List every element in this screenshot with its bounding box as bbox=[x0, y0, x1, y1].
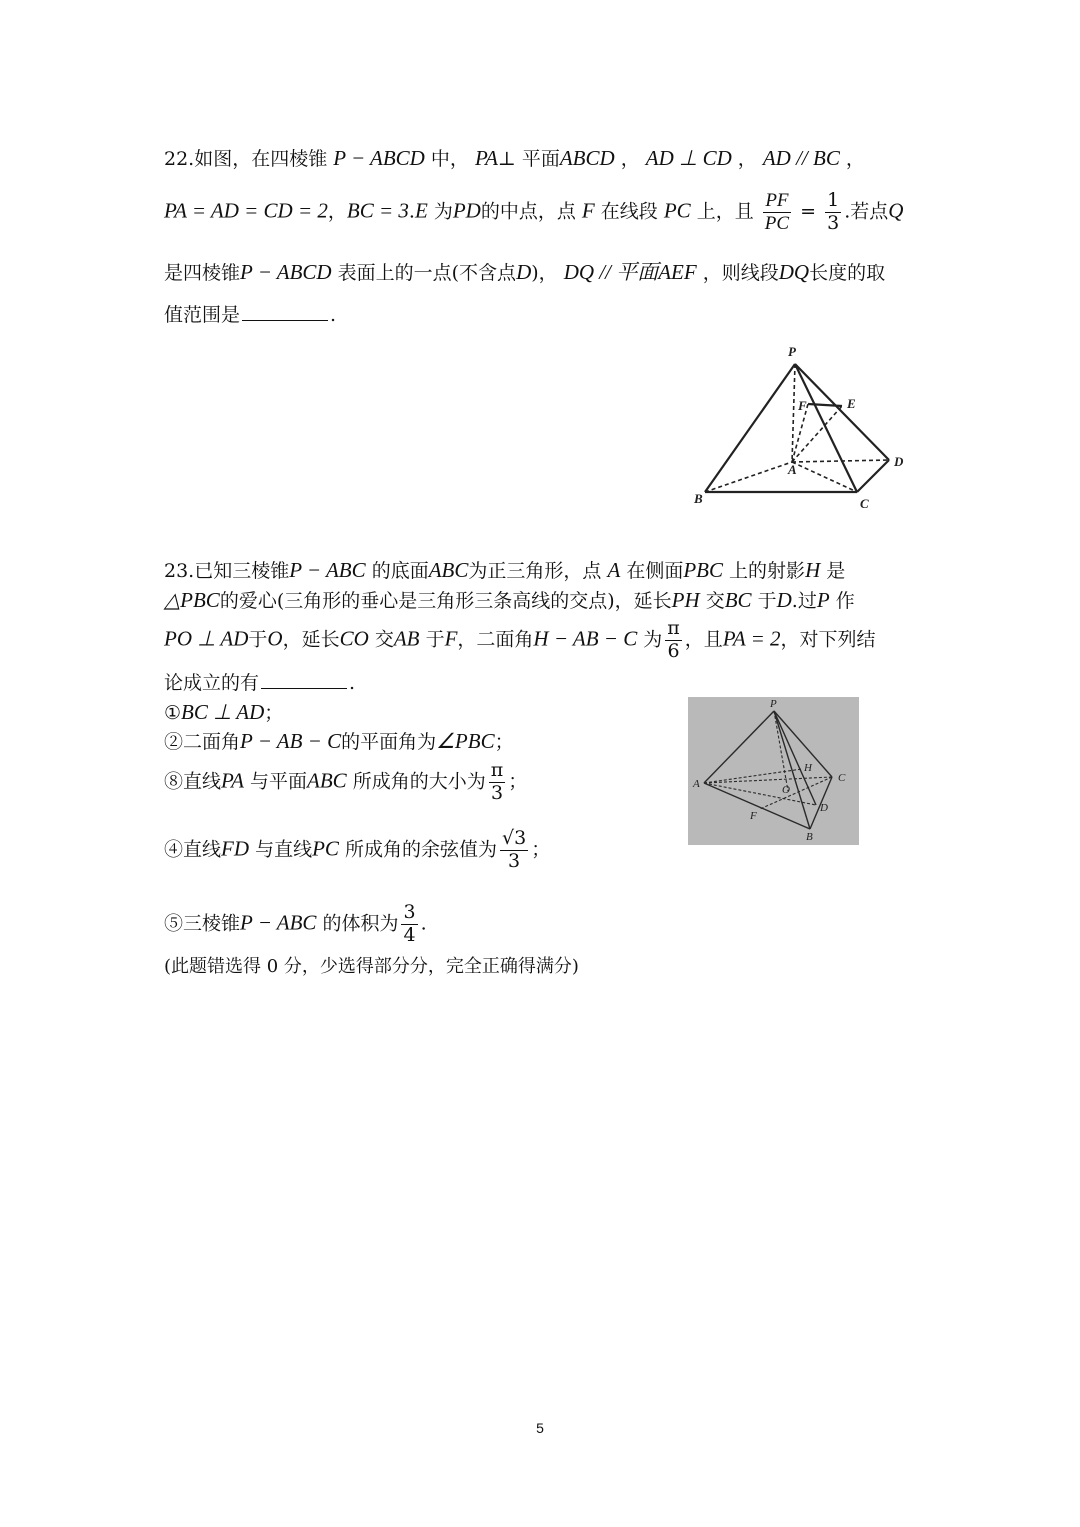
q23-opt2-c: ∠PBC bbox=[436, 729, 495, 753]
label-o: O bbox=[782, 784, 790, 796]
q23-l1-e: 上的射影 bbox=[729, 560, 806, 582]
q22-figure bbox=[680, 340, 920, 520]
label-h: H bbox=[804, 762, 812, 774]
label-p: P bbox=[788, 344, 796, 359]
edge-cd bbox=[857, 460, 889, 492]
q23-option-5 bbox=[164, 902, 427, 947]
q23-l3-c: 交 bbox=[374, 628, 394, 651]
q22-sep-3: ， bbox=[845, 148, 865, 170]
q22-f: F bbox=[581, 198, 595, 223]
q23-opt1-end: ； bbox=[264, 702, 284, 724]
q23-opt1: BC ⊥ AD bbox=[181, 700, 265, 724]
q23-opt3-mark: ⑧直线 bbox=[164, 770, 222, 793]
q23-line-1 bbox=[164, 560, 845, 581]
q23-opt4-b: 所成角的余弦值为 bbox=[344, 838, 497, 861]
q22-pd: PD bbox=[452, 198, 481, 223]
q23-angle-num: π bbox=[667, 617, 680, 639]
q22-line-4 bbox=[164, 306, 336, 325]
q22-line3-b: 表面上的一点(不含点 bbox=[337, 262, 517, 284]
q23-opt3-num: π bbox=[490, 759, 504, 781]
q22-sep-1: ， bbox=[620, 148, 640, 170]
q22-cond-ad-cd: AD ⊥ CD bbox=[645, 146, 732, 170]
q22-line4: 值范围是 bbox=[164, 304, 241, 326]
q22-ruo: .若点 bbox=[844, 200, 889, 223]
q22-pc: PC bbox=[663, 198, 691, 223]
q23-opt5-mark: ⑤三棱锥 bbox=[164, 912, 241, 935]
q23-opt4-mark: ④直线 bbox=[164, 838, 222, 861]
edge-pd bbox=[795, 364, 889, 460]
q23-l3-h: ，对下列结 bbox=[780, 628, 876, 651]
q23-f: F bbox=[444, 626, 458, 651]
label-b: B bbox=[694, 491, 703, 506]
q23-l1-f: 是 bbox=[826, 560, 846, 582]
q23-l1-d: 在侧面 bbox=[626, 560, 684, 582]
q22-sep-4: ， bbox=[327, 200, 347, 223]
label-a: A bbox=[788, 462, 797, 477]
q23-line-2 bbox=[164, 590, 855, 611]
q23-l3-e: ，二面角 bbox=[457, 628, 534, 651]
q23-opt5-den: 4 bbox=[403, 923, 416, 946]
q23-l3-f: 为 bbox=[643, 628, 663, 651]
q23-po-perp: PO ⊥ AD bbox=[164, 626, 249, 651]
label-c: C bbox=[838, 772, 846, 784]
q23-opt3-abc: ABC bbox=[307, 768, 347, 793]
label-d: D bbox=[894, 454, 904, 469]
q23-a: A bbox=[607, 558, 621, 582]
q23-opt5-fraction bbox=[401, 902, 417, 947]
q22-number: 22. bbox=[164, 148, 195, 170]
q22-line3-c: )， bbox=[531, 262, 558, 284]
q23-opt1-mark: ① bbox=[164, 702, 182, 724]
edge-pa bbox=[792, 364, 795, 462]
label-a: A bbox=[693, 778, 700, 790]
label-f: F bbox=[798, 398, 807, 413]
q22-ratio-fraction bbox=[763, 190, 791, 235]
label-f: F bbox=[750, 810, 757, 822]
q23-figure bbox=[688, 697, 859, 845]
q23-o: O bbox=[267, 626, 283, 651]
q22-zhong: 中， bbox=[430, 148, 469, 170]
q23-period: . bbox=[349, 672, 356, 694]
q23-line-3 bbox=[164, 618, 876, 663]
q23-option-2 bbox=[164, 731, 514, 752]
q23-d: D bbox=[776, 588, 792, 612]
q22-line3-e: 长度的取 bbox=[809, 262, 886, 284]
q22-ratio-num: PF bbox=[763, 190, 791, 213]
page-number: 5 bbox=[536, 1420, 544, 1436]
q23-opt5-end: . bbox=[420, 912, 427, 935]
q23-ab: AB bbox=[393, 626, 420, 651]
q23-opt4-fraction bbox=[500, 828, 528, 873]
q23-l3-d: 于 bbox=[425, 628, 445, 651]
q23-opt2-mark: ②二面角 bbox=[164, 731, 241, 753]
q22-pa: PA bbox=[474, 146, 498, 170]
q23-l3-a: 于 bbox=[248, 628, 268, 651]
q22-plane-abcd: ABCD bbox=[559, 146, 615, 170]
q23-l2-c: 于 bbox=[757, 590, 777, 612]
q22-aef: AEF bbox=[658, 260, 697, 284]
q23-opt2-a: P − AB − C bbox=[240, 729, 342, 753]
q22-intro: 如图，在四棱锥 bbox=[194, 148, 328, 170]
q23-opt5-a: P − ABC bbox=[240, 910, 317, 935]
q22-answer-blank[interactable] bbox=[242, 320, 328, 321]
label-e: E bbox=[847, 396, 856, 411]
q22-value-num: 1 bbox=[827, 189, 840, 211]
q23-opt5-num: 3 bbox=[403, 901, 416, 923]
q23-l4: 论成立的有 bbox=[164, 672, 260, 694]
q23-option-4 bbox=[164, 828, 550, 873]
q23-l3-b: ，延长 bbox=[282, 628, 340, 651]
edge-fe bbox=[808, 404, 842, 406]
q22-line-2: PA = AD = CD = 2，BC = 3.E 为PD的中点，点 F 在线段 PC 上，且 $\frac{PF}{PC}$ = $\frac{1}{3}$ .若点Q bbox=[164, 189, 904, 234]
q23-figure-background bbox=[688, 697, 859, 845]
q22-bc-eq: BC = 3 bbox=[346, 198, 409, 223]
q23-l1-a: 已知三棱锥 bbox=[194, 560, 290, 582]
q23-opt4-num: √3 bbox=[501, 827, 527, 849]
label-c: C bbox=[860, 496, 869, 511]
q23-l2-d: .过 bbox=[791, 590, 817, 612]
q23-answer-blank[interactable] bbox=[261, 688, 347, 689]
q23-triangle-pbc: △PBC bbox=[164, 588, 220, 612]
q22-mid-text: 的中点，点 bbox=[480, 200, 576, 223]
q23-abc: ABC bbox=[428, 558, 469, 582]
q23-l2-e: 作 bbox=[835, 590, 855, 612]
edge-pb bbox=[705, 364, 795, 492]
q23-dihedral: H − AB − C bbox=[533, 626, 638, 651]
q22-line3-d: ，则线段 bbox=[702, 262, 779, 284]
q22-value-fraction bbox=[825, 190, 841, 235]
q23-note-text: (此题错选得 0 分，少选得部分分，完全正确得满分) bbox=[164, 956, 579, 977]
q22-ratio-den: PC bbox=[764, 212, 790, 234]
q23-angle-den: 6 bbox=[667, 639, 680, 662]
q23-l1-c: 为正三角形，点 bbox=[468, 560, 602, 582]
q22-cond-ad-bc: AD // BC bbox=[762, 146, 840, 170]
q23-opt4-a: 与直线 bbox=[255, 838, 313, 861]
q23-note bbox=[164, 958, 579, 976]
edge-ba bbox=[705, 462, 792, 492]
q23-opt3-a: 与平面 bbox=[250, 770, 308, 793]
q23-opt2-end: ； bbox=[494, 731, 514, 753]
q22-line-1 bbox=[164, 148, 865, 169]
q23-pbc: PBC bbox=[683, 558, 723, 582]
q23-opt4-den: 3 bbox=[508, 849, 521, 872]
q23-l1-b: 的底面 bbox=[371, 560, 429, 582]
q23-bc: BC bbox=[724, 588, 752, 612]
q22-on-and: 上，且 bbox=[696, 200, 754, 223]
q22-d: D bbox=[516, 260, 532, 284]
q22-perp-plane: ⊥ 平面 bbox=[497, 148, 560, 170]
q22-line3-a: 是四棱锥 bbox=[164, 262, 241, 284]
q22-dq: DQ bbox=[778, 260, 810, 284]
q23-l2-a: 的爱心(三角形的垂心是三角形三条高线的交点)，延长 bbox=[219, 590, 672, 612]
q23-option-3 bbox=[164, 760, 527, 805]
edge-pc bbox=[795, 364, 857, 492]
q23-l2-b: 交 bbox=[705, 590, 725, 612]
q23-pabc: P − ABC bbox=[289, 558, 366, 582]
label-p: P bbox=[770, 698, 777, 710]
q22-pyramid: P − ABCD bbox=[333, 146, 425, 170]
q22-value-den: 3 bbox=[827, 211, 840, 234]
q22-lengths: PA = AD = CD = 2 bbox=[164, 198, 328, 223]
q22-e-mid: 为 bbox=[433, 200, 453, 223]
q22-eq: = bbox=[800, 200, 817, 223]
q23-opt3-pa: PA bbox=[221, 768, 244, 793]
q23-p: P bbox=[816, 588, 830, 612]
q22-period: . bbox=[330, 304, 337, 326]
q23-ph: PH bbox=[671, 588, 700, 612]
q22-line-3 bbox=[164, 262, 885, 283]
q23-co: CO bbox=[339, 626, 369, 651]
q23-pa-eq: PA = 2 bbox=[722, 626, 781, 651]
q22-sep-2: ， bbox=[737, 148, 757, 170]
q22-dq-parallel: DQ // 平面 bbox=[563, 260, 659, 284]
q23-opt3-fraction bbox=[489, 760, 506, 805]
q23-opt3-end: ； bbox=[508, 770, 528, 793]
q23-opt3-den: 3 bbox=[490, 781, 504, 804]
q23-opt3-b: 所成角的大小为 bbox=[352, 770, 486, 793]
q23-number: 23. bbox=[164, 560, 195, 582]
q23-h: H bbox=[805, 558, 821, 582]
edge-ac bbox=[792, 462, 857, 492]
label-b: B bbox=[806, 831, 813, 843]
q22-on-seg: 在线段 bbox=[600, 200, 658, 223]
q23-opt4-end: ； bbox=[531, 838, 551, 861]
q22-q: Q bbox=[888, 198, 904, 223]
q23-option-1 bbox=[164, 702, 283, 723]
q23-l3-g: ，且 bbox=[684, 628, 723, 651]
q23-opt5-b: 的体积为 bbox=[322, 912, 399, 935]
q23-angle-fraction bbox=[665, 618, 682, 663]
q23-opt4-fd: FD bbox=[221, 836, 250, 861]
label-d: D bbox=[820, 802, 828, 814]
q22-e: E bbox=[414, 198, 428, 223]
q23-opt2-b: 的平面角为 bbox=[341, 731, 437, 753]
q22-pyramid-2: P − ABCD bbox=[240, 260, 332, 284]
q23-opt4-pc: PC bbox=[312, 836, 339, 861]
q23-line-4 bbox=[164, 674, 355, 693]
